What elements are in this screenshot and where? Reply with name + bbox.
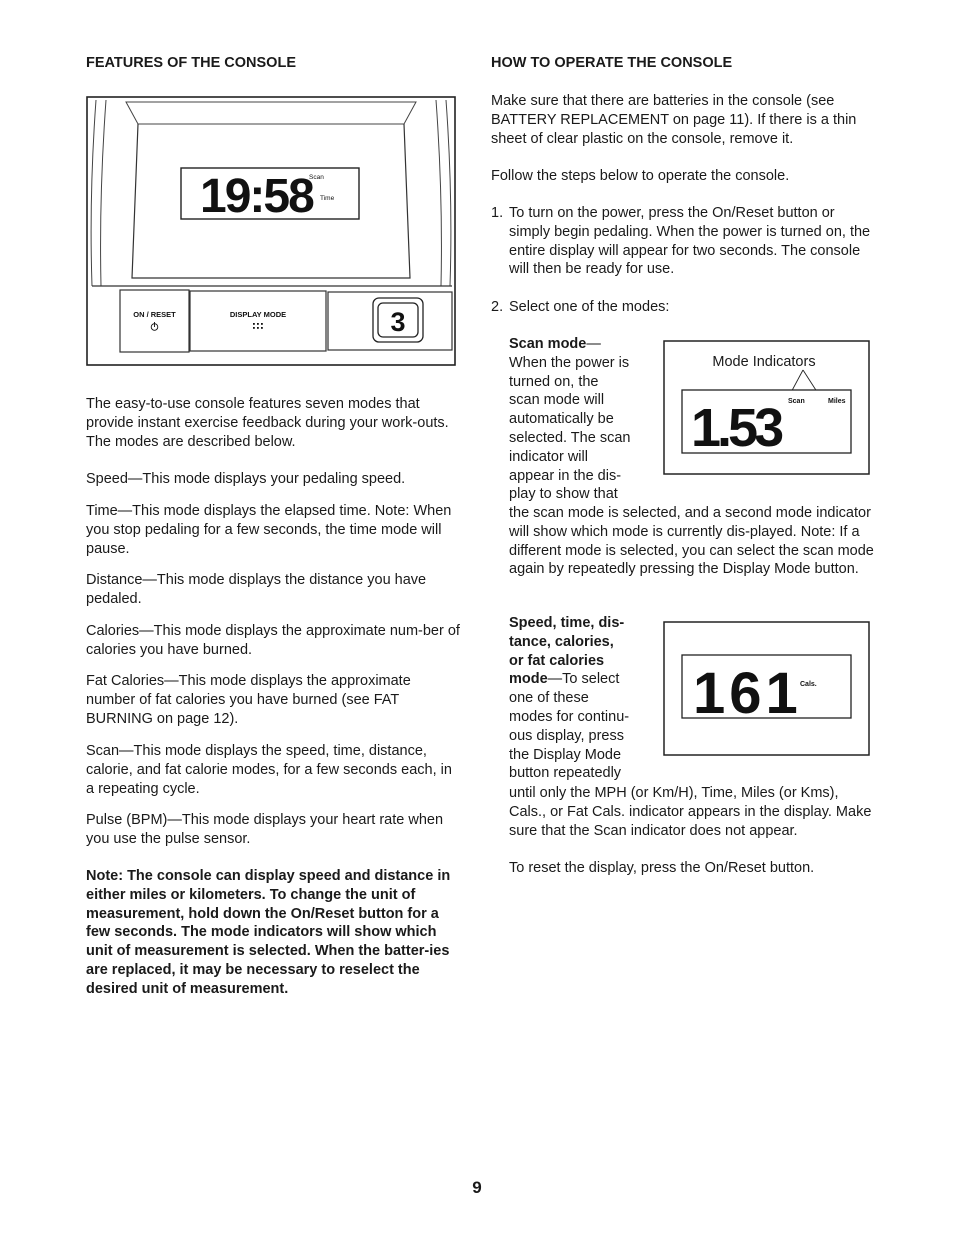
speed-mode-text: until only the MPH (or Km/H), Time, Miles (or Kms), Cals., or Fat Cals. indicator appears in the display. Make sure that the Scan indicator does not appear. (509, 785, 872, 839)
scan-mode-dash: — (586, 336, 601, 352)
console-indicator-time: Time (320, 195, 335, 202)
scan-mode-text: the scan mode is selected, and a second mode indicator will show which mode is currently dis-played. Note: If a different mode is selected, you can select the scan mode again by repeatedly pressing the Display Mode button. (509, 505, 874, 578)
speed-title-line: tance, calories, (509, 633, 614, 650)
on-reset-label: ON / RESET (133, 310, 176, 319)
step-badge-number: 3 (390, 307, 406, 337)
features-heading: FEATURES OF THE CONSOLE (86, 55, 296, 71)
scan-mode-title: Scan mode (509, 336, 587, 352)
intro-paragraph: The easy-to-use console features seven modes that provide instant exercise feedback during your work-outs. The modes are described below. (86, 396, 449, 450)
speed-title-line: Speed, time, dis- (509, 615, 625, 631)
scan-line: turned on, the (509, 373, 599, 390)
mode-distance: Distance—This mode displays the distance you have pedaled. (86, 572, 427, 607)
scan-line: indicator will (509, 448, 588, 465)
operate-heading: HOW TO OPERATE THE CONSOLE (491, 55, 733, 71)
speed-line: button repeatedly (509, 765, 622, 782)
console-indicator-scan: Scan (309, 174, 324, 181)
speed-title-line: mode (509, 671, 548, 688)
step1-number: 1. (491, 205, 504, 221)
fig3-digits: 161 (693, 661, 802, 726)
page-number: 9 (472, 1178, 482, 1197)
mode-indicators-label: Mode Indicators (712, 354, 816, 370)
mode-calories: Calories—This mode displays the approximate num-ber of calories you have burned. (86, 623, 460, 658)
fig2-indicator-scan: Scan (788, 398, 805, 405)
mode-indicators-figure (663, 340, 871, 476)
step2-text: Select one of the modes: (509, 299, 670, 315)
scan-mode-wrapped (509, 335, 649, 504)
reset-text: To reset the display, press the On/Reset button. (509, 860, 815, 876)
speed-line: the Display Mode (509, 746, 622, 763)
display-mode-label: DISPLAY MODE (229, 310, 287, 319)
steps-intro: Follow the steps below to operate the console. (491, 168, 790, 184)
speed-title-line: or fat calories (509, 652, 605, 669)
batteries-paragraph: Make sure that there are batteries in the console (see BATTERY REPLACEMENT on page 11). If there is a thin sheet of clear plastic on the console, remove it. (491, 93, 857, 147)
speed-line: modes for continu- (509, 708, 630, 725)
mode-pulse: Pulse (BPM)—This mode displays your heart rate when you use the pulse sensor. (86, 812, 444, 847)
fig2-digits: 1.53 (691, 398, 781, 458)
speed-line: one of these (509, 690, 589, 707)
unit-note: Note: The console can display speed and distance in either miles or kilometers. To change the unit of measurement, hold down the On/Reset button for a few seconds. The mode indicators will show which unit of measurement is selected. When the batter-ies are replaced, it may be necessary to reselect the desired unit of measurement. (86, 868, 451, 997)
scan-line: automatically be (509, 411, 614, 428)
fig2-indicator-miles: Miles (828, 398, 846, 405)
speed-line: ous display, press (509, 727, 624, 744)
cals-display-figure (663, 621, 871, 757)
step1-text: To turn on the power, press the On/Reset button or simply begin pedaling. When the power is turned on, the entire display will appear for two seconds. The console will then be ready for use. (509, 205, 871, 278)
step2-number: 2. (491, 299, 504, 315)
console-lcd-digits: 19:58 (200, 170, 313, 223)
speed-mode-wrapped (509, 614, 654, 783)
mode-scan: Scan—This mode displays the speed, time, distance, calorie, and fat calorie modes, for a few seconds each, in a repeating cycle. (86, 743, 452, 797)
mode-time: Time—This mode displays the elapsed time. Note: When you stop pedaling for a few seconds, the time mode will pause. (86, 503, 452, 557)
mode-speed: Speed—This mode displays your pedaling speed. (86, 471, 406, 487)
scan-line: selected. The scan (509, 429, 631, 446)
console-illustration (86, 96, 458, 368)
on-reset-button[interactable] (120, 290, 189, 352)
fig3-indicator-cals: Cals. (800, 681, 817, 688)
scan-line: appear in the dis- (509, 467, 622, 484)
speed-after-title: —To select (547, 671, 620, 688)
mode-fat-calories: Fat Calories—This mode displays the approximate number of fat calories you have burned (see FAT BURNING on page 12). (86, 673, 411, 727)
scan-line: play to show that (509, 486, 618, 503)
scan-line: When the power is (509, 354, 630, 371)
display-mode-button[interactable] (190, 291, 326, 351)
scan-line: scan mode will (509, 392, 605, 409)
